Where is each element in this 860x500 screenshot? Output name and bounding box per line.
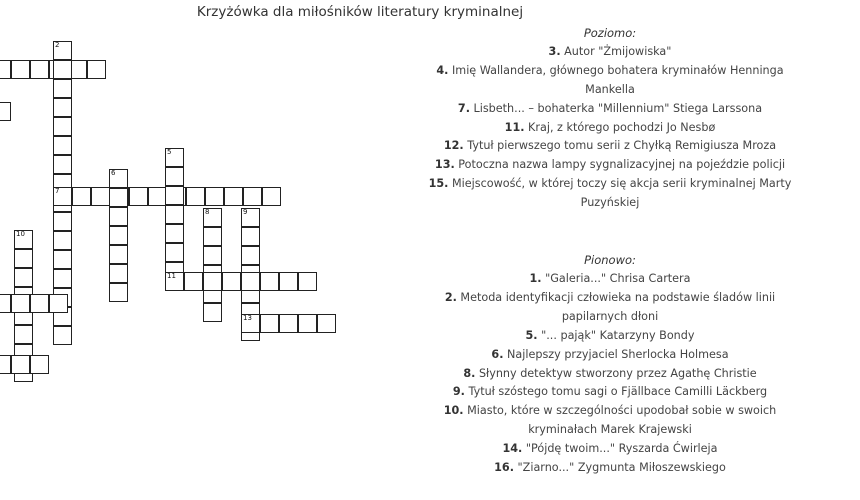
horizontal-heading: Poziomo: xyxy=(583,26,637,40)
crossword-cell[interactable] xyxy=(53,117,72,136)
crossword-cell[interactable] xyxy=(109,245,128,264)
clue-item xyxy=(360,459,860,478)
clue-number: 3. xyxy=(548,44,561,58)
crossword-cell[interactable] xyxy=(53,212,72,231)
crossword-cell[interactable] xyxy=(241,227,260,246)
crossword-cell[interactable] xyxy=(14,268,33,287)
clue-number: 5. xyxy=(525,328,538,342)
crossword-cell[interactable] xyxy=(165,186,184,205)
crossword-cell[interactable] xyxy=(186,187,205,206)
crossword-cell[interactable] xyxy=(109,226,128,245)
clue-text: Słynny detektyw stworzony przez Agathę Christie xyxy=(478,366,757,380)
crossword-cell[interactable] xyxy=(11,294,30,313)
clues-panel xyxy=(360,24,860,478)
crossword-cell[interactable] xyxy=(14,249,33,268)
crossword-cell[interactable] xyxy=(224,187,243,206)
crossword-cell[interactable] xyxy=(184,272,203,291)
clue-item xyxy=(360,270,860,289)
clue-number: 16. xyxy=(494,461,514,475)
clue-item xyxy=(360,62,860,81)
crossword-cell[interactable] xyxy=(203,246,222,265)
clue-item xyxy=(360,440,860,459)
crossword-cell[interactable] xyxy=(53,98,72,117)
crossword-cell[interactable] xyxy=(279,314,298,333)
crossword-cell[interactable] xyxy=(0,60,11,79)
clue-text: Tytuł szóstego tomu sagi o Fjällbace Camilli Läckberg xyxy=(468,385,768,399)
crossword-cell[interactable] xyxy=(0,294,11,313)
crossword-cell[interactable] xyxy=(243,187,262,206)
crossword-cell[interactable] xyxy=(165,205,184,224)
crossword-cell[interactable] xyxy=(203,272,222,291)
crossword-cell[interactable] xyxy=(53,155,72,174)
cell-number: 6 xyxy=(111,169,116,177)
clue-number: 15. xyxy=(428,177,449,191)
crossword-cell[interactable] xyxy=(49,294,68,313)
crossword-cell[interactable] xyxy=(72,187,91,206)
clue-number: 14. xyxy=(502,442,523,456)
crossword-cell[interactable] xyxy=(241,246,260,265)
crossword-cell[interactable] xyxy=(14,325,33,344)
crossword-cell[interactable] xyxy=(11,355,30,374)
clue-item xyxy=(360,194,860,213)
clue-text: Lisbeth... – bohaterka "Millennium" Stiega Larssona xyxy=(473,101,763,115)
cell-number: 10 xyxy=(16,230,25,238)
clue-item xyxy=(360,365,860,384)
clue-text: Autor "Żmijowiska" xyxy=(564,44,672,58)
crossword-cell[interactable] xyxy=(317,314,336,333)
clue-text: "Ziarno..." Zygmunta Miłoszewskiego xyxy=(517,461,726,475)
crossword-cell[interactable] xyxy=(0,355,11,374)
crossword-cell[interactable] xyxy=(0,102,11,121)
clue-item xyxy=(360,289,860,308)
clue-number: 1. xyxy=(529,271,542,285)
cell-number: 9 xyxy=(243,208,248,216)
clue-number: 8. xyxy=(463,366,476,380)
clue-item xyxy=(360,346,860,365)
crossword-cell[interactable] xyxy=(298,314,317,333)
clue-number: 13. xyxy=(434,158,455,172)
crossword-cell[interactable] xyxy=(279,272,298,291)
crossword-cell[interactable] xyxy=(53,326,72,345)
clue-item xyxy=(360,421,860,440)
crossword-cell[interactable] xyxy=(260,272,279,291)
crossword-cell[interactable] xyxy=(109,264,128,283)
cell-number: 2 xyxy=(55,41,60,49)
crossword-cell[interactable] xyxy=(205,187,224,206)
clue-number: 4. xyxy=(436,63,449,77)
crossword-cell[interactable] xyxy=(298,272,317,291)
crossword-cell[interactable] xyxy=(53,136,72,155)
crossword-cell[interactable] xyxy=(53,250,72,269)
clue-text: Puzyńskiej xyxy=(580,196,640,210)
clue-number: 11. xyxy=(504,120,525,134)
crossword-cell[interactable] xyxy=(260,314,279,333)
clue-text: "Galeria..." Chrisa Cartera xyxy=(545,271,691,285)
cell-number: 8 xyxy=(205,208,210,216)
clue-item xyxy=(360,308,860,327)
cell-number: 11 xyxy=(167,272,176,280)
crossword-cell[interactable] xyxy=(11,60,30,79)
clue-text: papilarnych dłoni xyxy=(561,309,659,323)
clue-item xyxy=(360,383,860,402)
crossword-cell[interactable] xyxy=(30,60,49,79)
clue-item xyxy=(360,327,860,346)
crossword-cell[interactable] xyxy=(165,167,184,186)
crossword-cell[interactable] xyxy=(109,283,128,302)
clue-text: "... pająk" Katarzyny Bondy xyxy=(541,328,695,342)
crossword-cell[interactable] xyxy=(30,355,49,374)
clue-item xyxy=(360,175,860,194)
clue-text: Tytuł pierwszego tomu serii z Chyłką Remigiusza Mroza xyxy=(467,139,777,153)
crossword-cell[interactable] xyxy=(262,187,281,206)
vertical-clues xyxy=(360,270,860,478)
clue-text: "Pójdę twoim..." Ryszarda Ćwirleja xyxy=(525,442,718,456)
clue-text: Miejscowość, w której toczy się akcja serii kryminalnej Marty xyxy=(452,177,792,191)
clue-item xyxy=(360,402,860,421)
clue-text: Miasto, które w szczególności upodobał sobie w swoich xyxy=(467,404,777,418)
crossword-cell[interactable] xyxy=(203,303,222,322)
clue-text: Imię Wallandera, głównego bohatera kryminałów Henninga xyxy=(452,63,784,77)
crossword-cell[interactable] xyxy=(203,227,222,246)
crossword-cell[interactable] xyxy=(222,272,241,291)
clue-number: 7. xyxy=(457,101,470,115)
clue-text: Najlepszy przyjaciel Sherlocka Holmesa xyxy=(507,347,729,361)
clue-number: 2. xyxy=(444,290,457,304)
crossword-title: Krzyżówka dla miłośników literatury kryminalnej xyxy=(196,4,524,20)
clue-text: Kraj, z którego pochodzi Jo Nesbø xyxy=(528,120,716,134)
clue-number: 10. xyxy=(443,404,464,418)
clue-item xyxy=(360,156,860,175)
crossword-cell[interactable] xyxy=(53,231,72,250)
clue-item xyxy=(360,137,860,156)
crossword-cell[interactable] xyxy=(53,79,72,98)
clue-text: kryminałach Marek Krajewski xyxy=(528,423,692,437)
cell-number: 13 xyxy=(243,314,252,322)
clue-item xyxy=(360,119,860,138)
vertical-heading: Pionowo: xyxy=(584,253,636,268)
clue-item xyxy=(360,43,860,62)
crossword-cell[interactable] xyxy=(129,187,148,206)
crossword-cell[interactable] xyxy=(53,60,72,79)
clue-text: Mankella xyxy=(585,82,635,96)
crossword-cell[interactable] xyxy=(87,60,106,79)
clue-text: Metoda identyfikacji człowieka na podstawie śladów linii xyxy=(460,290,776,304)
cell-number: 5 xyxy=(167,148,172,156)
clue-number: 6. xyxy=(491,347,504,361)
crossword-cell[interactable] xyxy=(109,207,128,226)
crossword-cell[interactable] xyxy=(165,243,184,262)
crossword-cell[interactable] xyxy=(30,294,49,313)
crossword-cell[interactable] xyxy=(91,187,110,206)
crossword-cell[interactable] xyxy=(165,224,184,243)
crossword-cell[interactable] xyxy=(109,188,128,207)
horizontal-clues xyxy=(360,43,860,213)
crossword-cell[interactable] xyxy=(53,269,72,288)
crossword-cell[interactable] xyxy=(241,272,260,291)
clue-number: 9. xyxy=(452,385,465,399)
clue-number: 12. xyxy=(443,139,464,153)
clue-item xyxy=(360,100,860,119)
clue-text: Potoczna nazwa lampy sygnalizacyjnej na pojeździe policji xyxy=(458,158,786,172)
clue-item xyxy=(360,81,860,100)
cell-number: 7 xyxy=(55,187,60,195)
